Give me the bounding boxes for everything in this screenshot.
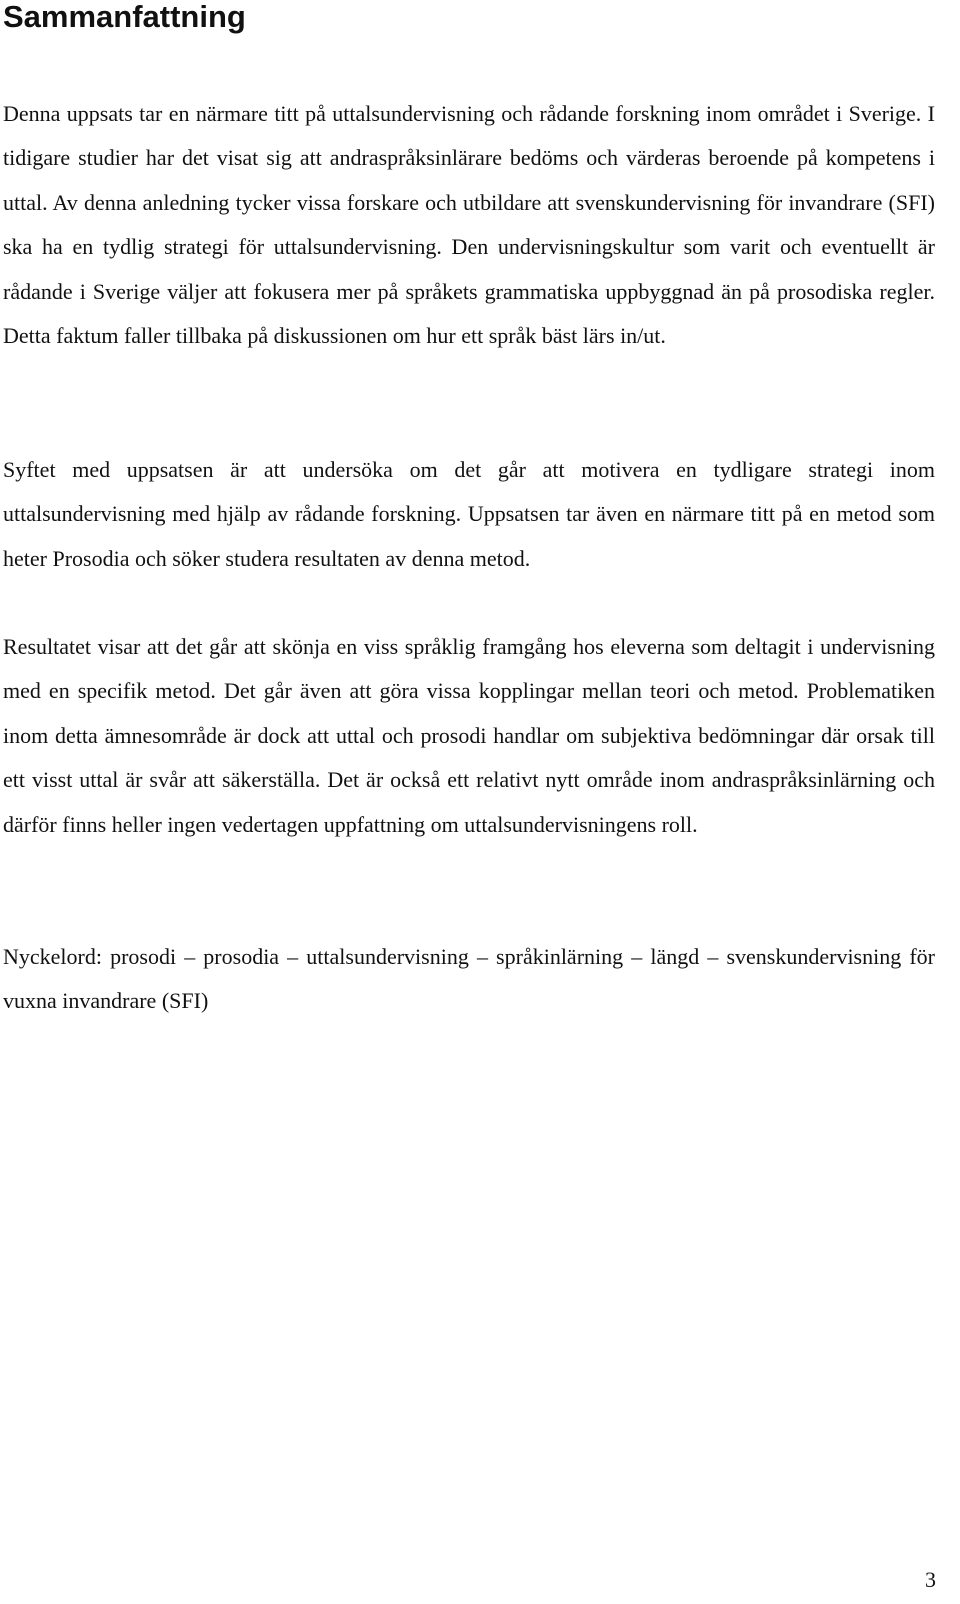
section-heading: Sammanfattning (3, 0, 246, 34)
keywords-paragraph: Nyckelord: prosodi – prosodia – uttalsundervisning – språkinlärning – längd – svenskundervisning för vuxna invandrare (SFI) (3, 944, 935, 1014)
summary-paragraph-results: Resultatet visar att det går att skönja en viss språklig framgång hos eleverna som deltagit i undervisning med en specifik metod. Det går även att göra vissa kopplingar mellan teori och metod. Problematiken inom detta ämnesområde är dock att uttal och prosodi handlar om subjektiva bedömningar där orsak till ett visst uttal är svår att säkerställa. Det är också ett relativt nytt område inom andraspråksinlärning och därför finns heller ingen vedertagen uppfattning om uttalsundervisningens roll. (3, 634, 935, 837)
page-number: 3 (925, 1567, 936, 1592)
summary-paragraph-intro: Denna uppsats tar en närmare titt på uttalsundervisning och rådande forskning inom området i Sverige. I tidigare studier har det visat sig att andraspråksinlärare bedöms och värderas beroende på kompetens i uttal. Av denna anledning tycker vissa forskare och utbildare att svenskundervisning för invandrare (SFI) ska ha en tydlig strategi för uttalsundervisning. Den undervisningskultur som varit och eventuellt är rådande i Sverige väljer att fokusera mer på språkets grammatiska uppbyggnad än på prosodiska regler. Detta faktum faller tillbaka på diskussionen om hur ett språk bäst lärs in/ut. (3, 101, 935, 349)
summary-paragraph-purpose: Syftet med uppsatsen är att undersöka om det går att motivera en tydligare strategi inom uttalsundervisning med hjälp av rådande forskning. Uppsatsen tar även en närmare titt på en metod som heter Prosodia och söker studera resultaten av denna metod. (3, 457, 935, 571)
